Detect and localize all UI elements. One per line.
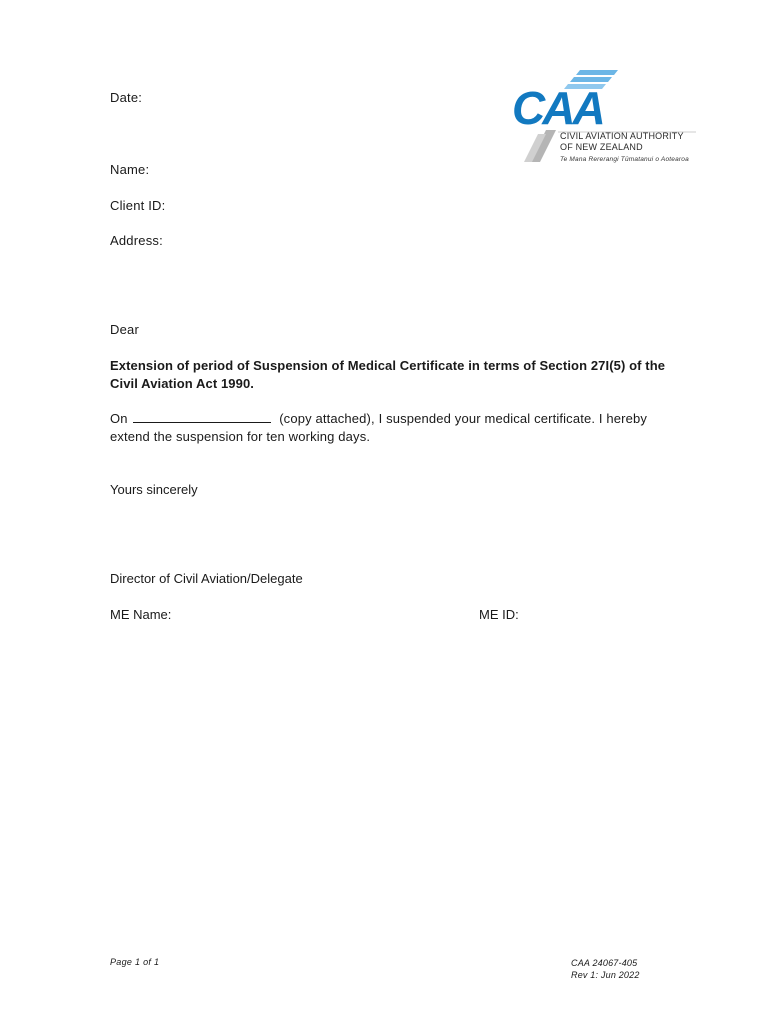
caa-logo [510, 68, 700, 168]
date-blank-line[interactable] [133, 410, 271, 423]
caa-logo-graphic [510, 68, 700, 168]
letter-subject: Extension of period of Suspension of Medical Certificate in terms of Section 27I(5) of the Civil Aviation Act 1990. [110, 358, 666, 391]
form-reference [571, 957, 640, 981]
salutation: Dear [110, 322, 139, 337]
signatory: Director of Civil Aviation/Delegate [110, 571, 303, 586]
address-label: Address: [110, 233, 163, 248]
page-number: Page 1 of 1 [110, 957, 160, 967]
body-text: (copy attached), I suspended your medical certificate. I hereby extend the suspension for ten working days. [110, 411, 648, 444]
client-id-label: Client ID: [110, 198, 166, 213]
logo-line-2: OF NEW ZEALAND [560, 142, 643, 152]
name-label: Name: [110, 162, 150, 177]
form-code: CAA 24067-405 [571, 958, 638, 968]
form-revision: Rev 1: Jun 2022 [571, 970, 640, 980]
me-name-label: ME Name: [110, 607, 172, 622]
svg-text:CAA: CAA [512, 82, 603, 134]
closing: Yours sincerely [110, 482, 198, 497]
logo-line-1: CIVIL AVIATION AUTHORITY [560, 131, 684, 141]
date-label: Date: [110, 90, 143, 105]
body-prefix: On [110, 411, 128, 426]
logo-line-3: Te Mana Rererangi Tūmatanui o Aotearoa [560, 156, 689, 163]
me-id-label: ME ID: [479, 607, 519, 622]
letter-body [110, 410, 650, 446]
